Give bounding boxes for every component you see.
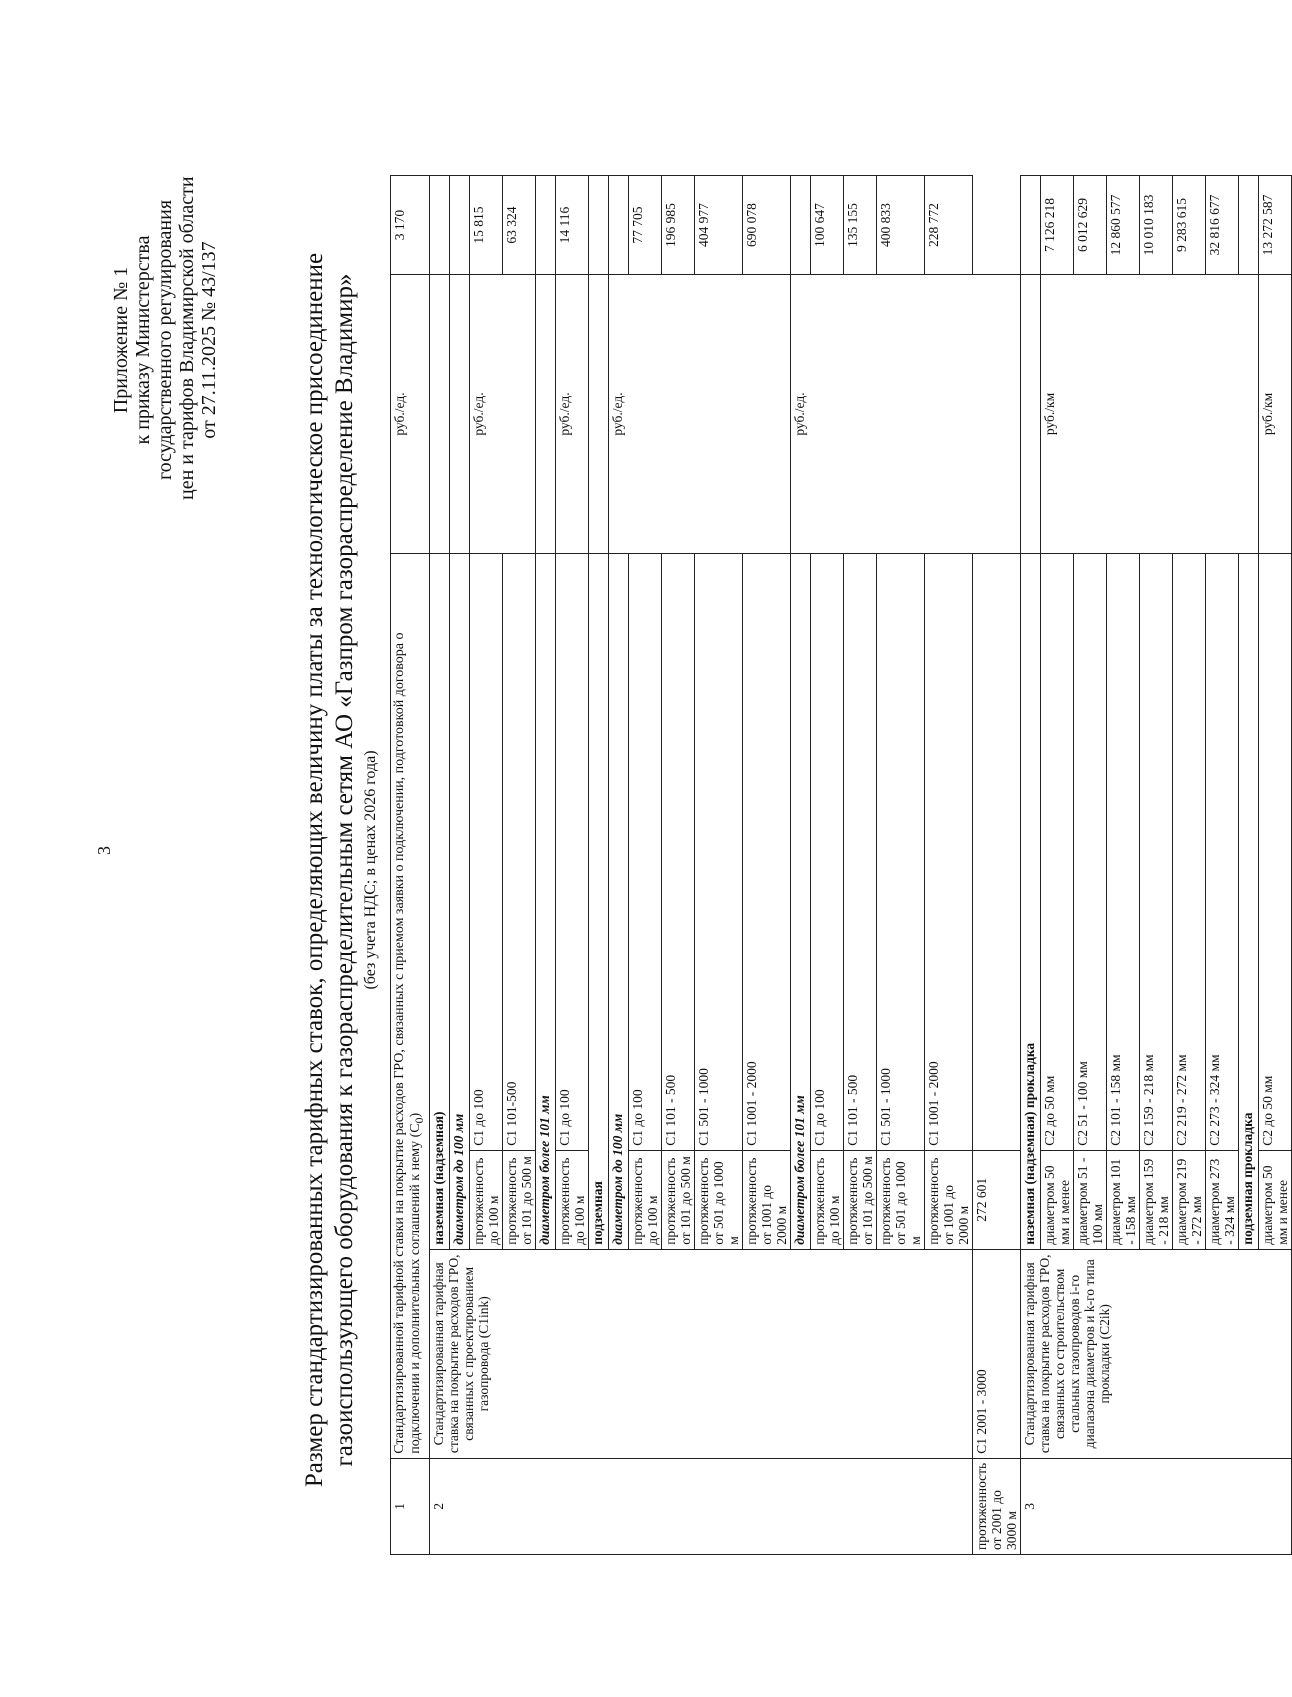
value-cell: 10 010 183: [1139, 176, 1172, 275]
appendix-block: [110, 176, 220, 500]
table-row: [429, 176, 449, 1555]
value-cell: 135 155: [843, 176, 876, 275]
code-cell: С2 159 - 218 мм: [1139, 554, 1172, 1151]
rotated-page: [70, 140, 1290, 1640]
table-row: [1020, 176, 1040, 1555]
row-number: 3: [1020, 1458, 1291, 1554]
diameter-label: диаметром 159 - 218 мм: [1139, 1150, 1172, 1249]
value-cell: 3 170: [391, 176, 430, 275]
value-cell: [1020, 176, 1040, 275]
unit-cell: руб./ед.: [555, 275, 588, 554]
value-cell: 32 816 677: [1205, 176, 1238, 275]
code-cell: С1 до 100: [555, 554, 588, 1151]
length-label: протяженность до 100 м: [555, 1150, 588, 1249]
length-label: протяженность от 2001 до 3000 м: [972, 1458, 1020, 1554]
unit-cell: руб./км: [1040, 275, 1258, 554]
length-label: протяженность от 101 до 500 м: [502, 1150, 535, 1249]
code-cell: С1 до 100: [810, 554, 843, 1151]
value-cell: [608, 176, 628, 275]
subsection-label: диаметром более 101 мм: [790, 554, 810, 1250]
length-label: протяженность от 501 до 1000 м: [876, 1150, 924, 1249]
title-line-1: Размер стандартизированных тарифных ставок, определяющих величину платы за технологическое присоединение: [301, 252, 328, 1488]
appendix-line: Приложение № 1: [110, 266, 132, 414]
unit-cell: руб./ед.: [469, 275, 535, 554]
value-cell: 690 078: [742, 176, 790, 275]
value-cell: 12 860 577: [1106, 176, 1139, 275]
value-cell: 77 705: [628, 176, 661, 275]
document-title: [300, 180, 380, 1560]
length-label: протяженность от 1001 до 2000 м: [924, 1150, 972, 1249]
subsection-label: диаметром более 101 мм: [535, 554, 555, 1250]
length-label: протяженность от 101 до 500 м: [843, 1150, 876, 1249]
appendix-line: государственного регулирования: [154, 199, 176, 481]
code-cell: С2 101 - 158 мм: [1106, 554, 1139, 1151]
code-cell: С1 101-500: [502, 554, 535, 1151]
diameter-label: диаметром 50 мм и менее: [1040, 1150, 1073, 1249]
row-number: 1: [391, 1458, 430, 1554]
diameter-label: диаметром 219 - 272 мм: [1172, 1150, 1205, 1249]
value-cell: 404 977: [694, 176, 742, 275]
code-cell: С1 до 100: [628, 554, 661, 1151]
value-cell: [429, 176, 449, 275]
unit-cell: [449, 275, 469, 554]
value-cell: 9 283 615: [1172, 176, 1205, 275]
value-cell: 228 772: [924, 176, 972, 275]
code-cell: С1 101 - 500: [843, 554, 876, 1151]
unit-cell: руб./км: [1258, 275, 1291, 554]
row-number: 2: [429, 1458, 972, 1554]
diameter-label: диаметром 51 - 100 мм: [1073, 1150, 1106, 1249]
row1-description: Стандартизированной тарифной ставки на покрытие расходов ГРО, связанных с приемом заявки о подключении, подготовкой договора о подключении и дополнительных соглашений к нему $(С_0)$: [391, 554, 430, 1459]
code-cell: С2 51 - 100 мм: [1073, 554, 1106, 1151]
diameter-label: диаметром 101 - 158 мм: [1106, 1150, 1139, 1249]
code-cell: С1 1001 - 2000: [924, 554, 972, 1151]
unit-cell: руб./ед.: [391, 275, 430, 554]
length-label: протяженность от 1001 до 2000 м: [742, 1150, 790, 1249]
code-cell: С2 219 - 272 мм: [1172, 554, 1205, 1151]
tariff-table: [390, 175, 1292, 1555]
value-cell: 14 116: [555, 176, 588, 275]
section-label: подземная: [588, 554, 608, 1250]
value-cell: [588, 176, 608, 275]
code-cell: С2 до 50 мм: [1040, 554, 1073, 1151]
code-cell: С1 501 - 1000: [694, 554, 742, 1151]
value-cell: 100 647: [810, 176, 843, 275]
code-cell: С1 501 - 1000: [876, 554, 924, 1151]
value-cell: 15 815: [469, 176, 502, 275]
unit-cell: [535, 275, 555, 554]
value-cell: 63 324: [502, 176, 535, 275]
value-cell: 7 126 218: [1040, 176, 1073, 275]
code-cell: С1 до 100: [469, 554, 502, 1151]
appendix-line: от 27.11.2025 № 43/137: [198, 241, 220, 439]
diameter-label: диаметром 273 - 324 мм: [1205, 1150, 1238, 1249]
length-label: протяженность от 101 до 500 м: [661, 1150, 694, 1249]
length-label: протяженность от 501 до 1000 м: [694, 1150, 742, 1249]
section-label: подземная прокладка: [1238, 554, 1258, 1250]
length-label: протяженность до 100 м: [628, 1150, 661, 1249]
unit-cell: [588, 275, 608, 554]
value-cell: [1238, 176, 1258, 275]
length-label: протяженность до 100 м: [810, 1150, 843, 1249]
subsection-label: диаметром до 100 мм: [449, 554, 469, 1250]
unit-cell: руб./ед.: [608, 275, 790, 554]
subsection-label: диаметром до 100 мм: [608, 554, 628, 1250]
value-cell: [449, 176, 469, 275]
value-cell: 196 985: [661, 176, 694, 275]
unit-cell: [1020, 275, 1040, 554]
code-cell: С1 101 - 500: [661, 554, 694, 1151]
table-row: [391, 176, 430, 1555]
section-label: наземная (надземная): [429, 554, 449, 1250]
page-number: 3: [94, 846, 114, 855]
length-label: протяженность до 100 м: [469, 1150, 502, 1249]
unit-cell: [429, 275, 449, 554]
appendix-line: цен и тарифов Владимирской области: [176, 176, 198, 500]
value-cell: 6 012 629: [1073, 176, 1106, 275]
code-cell: С1 1001 - 2000: [742, 554, 790, 1151]
subtitle: (без учета НДС; в ценах 2026 года): [362, 750, 379, 990]
appendix-line: к приказу Министерства: [132, 235, 154, 445]
value-cell: 272 601: [972, 1150, 1020, 1249]
code-cell: С2 до 50 мм: [1258, 554, 1291, 1151]
title-line-2: газоиспользующего оборудования к газораспределительным сетям АО «Газпром газораспределение Владимир»: [331, 273, 358, 1467]
value-cell: [535, 176, 555, 275]
row2-description: Стандартизированная тарифная ставка на покрытие расходов ГРО, связанных с проектированием газопровода (С1ink): [429, 1249, 972, 1458]
code-cell: С2 273 - 324 мм: [1205, 554, 1238, 1151]
section-label: наземная (надземная) прокладка: [1020, 554, 1040, 1250]
value-cell: [790, 176, 810, 275]
row3-description: Стандартизированная тарифная ставка на покрытие расходов ГРО, связанных со строительством стальных газопроводов i-го диапазона диаметров и k-го типа прокладки (С2ik): [1020, 1249, 1291, 1458]
value-cell: 13 272 587: [1258, 176, 1291, 275]
code-cell: С1 2001 - 3000: [972, 1249, 1020, 1458]
value-cell: 400 833: [876, 176, 924, 275]
unit-cell: руб./ед.: [790, 275, 1020, 554]
diameter-label: диаметром 50 мм и менее: [1258, 1150, 1291, 1249]
